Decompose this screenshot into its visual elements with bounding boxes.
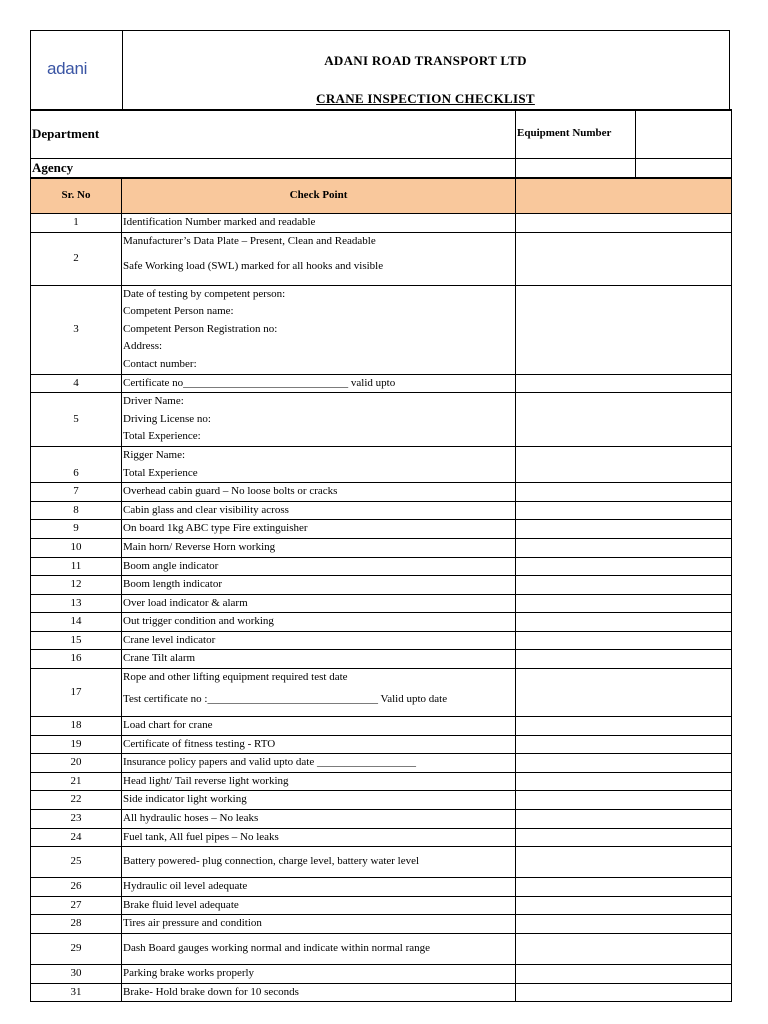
remarks-cell[interactable] [516, 735, 732, 754]
check-point-cell [122, 613, 516, 632]
check-point-text: Out trigger condition and working [123, 615, 274, 628]
table-row [31, 374, 732, 393]
check-point-text: Address: [123, 340, 163, 353]
remarks-cell[interactable] [516, 214, 732, 233]
check-point-text: Total Experience: [123, 430, 201, 443]
sr-no-cell: 26 [31, 878, 122, 897]
check-point-text: All hydraulic hoses – No leaks [123, 812, 259, 825]
check-point-text: Boom angle indicator [123, 559, 219, 572]
check-point-cell [122, 631, 516, 650]
check-point-cell [122, 501, 516, 520]
sr-no-cell: 8 [31, 501, 122, 520]
sr-no-cell: 23 [31, 810, 122, 829]
check-point-text: Insurance policy papers and valid upto date __________________ [123, 756, 416, 769]
remarks-cell[interactable] [516, 810, 732, 829]
sr-no-cell: 24 [31, 828, 122, 847]
remarks-cell[interactable] [516, 828, 732, 847]
check-point-cell [122, 754, 516, 773]
form-header [30, 30, 730, 109]
check-point-text: Rope and other lifting equipment required test date [123, 671, 348, 684]
check-point-cell [122, 483, 516, 502]
table-row [31, 896, 732, 915]
check-point-text: Certificate no______________________________ valid upto [123, 376, 396, 389]
sr-no-cell: 12 [31, 576, 122, 595]
table-row [31, 557, 732, 576]
table-row [31, 965, 732, 984]
sr-no-cell: 16 [31, 650, 122, 669]
table-row [31, 717, 732, 736]
check-point-cell [122, 828, 516, 847]
sr-no-cell: 20 [31, 754, 122, 773]
sr-no-cell: 6 [31, 446, 122, 482]
table-header-row [31, 178, 732, 214]
check-point-cell [122, 896, 516, 915]
department-label: Department [31, 110, 516, 158]
check-point-text: Boom length indicator [123, 578, 222, 591]
check-point-text: Fuel tank, All fuel pipes – No leaks [123, 830, 279, 843]
check-point-text: Battery powered- plug connection, charge level, battery water level [123, 855, 420, 868]
check-point-cell [122, 538, 516, 557]
sr-no-cell: 28 [31, 915, 122, 934]
sr-no-cell: 31 [31, 983, 122, 1002]
sr-no-cell: 15 [31, 631, 122, 650]
sr-no-cell: 27 [31, 896, 122, 915]
check-point-text: Identification Number marked and readable [123, 216, 316, 228]
remarks-cell[interactable] [516, 631, 732, 650]
check-point-cell [122, 557, 516, 576]
check-point-cell [122, 520, 516, 539]
table-row [31, 669, 732, 717]
sr-no-cell: 1 [31, 214, 122, 233]
table-row [31, 631, 732, 650]
table-row [31, 214, 732, 233]
check-point-text: Contact number: [123, 357, 197, 370]
remarks-cell[interactable] [516, 446, 732, 482]
table-row [31, 538, 732, 557]
agency-row [31, 158, 732, 178]
check-point-text: Total Experience [123, 466, 198, 479]
remarks-cell[interactable] [516, 915, 732, 934]
check-point-cell [122, 650, 516, 669]
check-point-text: Brake- Hold brake down for 10 seconds [123, 985, 299, 998]
remarks-cell[interactable] [516, 669, 732, 717]
check-point-text: Overhead cabin guard – No loose bolts or cracks [123, 485, 338, 498]
agency-field-a[interactable] [516, 158, 636, 178]
check-point-cell [122, 393, 516, 447]
check-point-cell [122, 847, 516, 878]
check-point-text: Driver Name: [123, 395, 184, 408]
check-point-text: On board 1kg ABC type Fire extinguisher [123, 522, 308, 535]
table-row [31, 878, 732, 897]
check-point-text: Rigger Name: [123, 448, 186, 461]
remarks-cell[interactable] [516, 613, 732, 632]
table-row [31, 483, 732, 502]
remarks-cell[interactable] [516, 483, 732, 502]
remarks-cell[interactable] [516, 576, 732, 595]
table-row [31, 915, 732, 934]
sr-no-cell: 22 [31, 791, 122, 810]
table-row [31, 934, 732, 965]
check-point-text: Competent Person name: [123, 305, 234, 318]
check-point-text: Cabin glass and clear visibility across [123, 503, 289, 516]
check-point-text: Driving License no: [123, 412, 211, 425]
check-point-text: Crane level indicator [123, 633, 216, 646]
adani-logo: adani [47, 59, 88, 78]
remarks-cell[interactable] [516, 393, 732, 447]
table-row [31, 613, 732, 632]
agency-field-b[interactable] [636, 158, 732, 178]
table-row [31, 501, 732, 520]
company-name: ADANI ROAD TRANSPORT LTD [324, 53, 527, 68]
sr-no-cell: 2 [31, 232, 122, 285]
check-point-cell [122, 791, 516, 810]
check-point-cell [122, 669, 516, 717]
check-point-cell [122, 772, 516, 791]
sr-no-cell: 18 [31, 717, 122, 736]
check-point-text: Side indicator light working [123, 793, 247, 806]
sr-no-cell: 10 [31, 538, 122, 557]
remarks-cell[interactable] [516, 650, 732, 669]
check-point-text: Test certificate no :_______________________________ Valid upto date [123, 692, 448, 705]
check-point-cell [122, 915, 516, 934]
check-point-cell [122, 374, 516, 393]
check-point-cell [122, 735, 516, 754]
table-row [31, 446, 732, 482]
check-point-text: Brake fluid level adequate [123, 898, 239, 911]
remarks-cell[interactable] [516, 934, 732, 965]
check-point-text: Date of testing by competent person: [123, 287, 286, 300]
equipment-number-label: Equipment Number [516, 110, 636, 158]
table-row [31, 650, 732, 669]
table-row [31, 754, 732, 773]
remarks-cell[interactable] [516, 896, 732, 915]
remarks-cell[interactable] [516, 847, 732, 878]
check-point-text: Hydraulic oil level adequate [123, 880, 248, 893]
sr-no-cell: 29 [31, 934, 122, 965]
check-point-cell [122, 965, 516, 984]
table-row [31, 847, 732, 878]
table-row [31, 576, 732, 595]
remarks-cell[interactable] [516, 520, 732, 539]
remarks-cell[interactable] [516, 717, 732, 736]
check-point-cell [122, 878, 516, 897]
sr-no-cell: 19 [31, 735, 122, 754]
check-point-text: Dash Board gauges working normal and indicate within normal range [123, 942, 431, 955]
check-point-text: Parking brake works properly [123, 967, 255, 979]
agency-label: Agency [31, 158, 516, 178]
remarks-cell[interactable] [516, 501, 732, 520]
check-point-cell [122, 576, 516, 595]
sr-no-cell: 7 [31, 483, 122, 502]
check-point-text: Manufacturer’s Data Plate – Present, Clean and Readable [123, 234, 376, 247]
form-title: CRANE INSPECTION CHECKLIST [316, 91, 535, 106]
check-point-cell [122, 717, 516, 736]
check-point-cell [122, 934, 516, 965]
sr-no-cell: 11 [31, 557, 122, 576]
check-point-cell [122, 285, 516, 374]
check-point-cell [122, 214, 516, 233]
remarks-cell[interactable] [516, 772, 732, 791]
check-point-text: Competent Person Registration no: [123, 322, 278, 335]
check-point-text: Head light/ Tail reverse light working [123, 774, 289, 787]
equipment-number-field[interactable] [636, 110, 732, 158]
table-row [31, 791, 732, 810]
check-point-cell [122, 983, 516, 1002]
sr-no-cell: 4 [31, 374, 122, 393]
table-row [31, 983, 732, 1002]
sr-no-cell: 30 [31, 965, 122, 984]
remarks-cell[interactable] [516, 791, 732, 810]
sr-no-cell: 9 [31, 520, 122, 539]
check-point-cell [122, 232, 516, 285]
table-row [31, 772, 732, 791]
check-point-text: Crane Tilt alarm [123, 652, 196, 665]
checklist-sheet [30, 30, 730, 1002]
col-header-check-point: Check Point [122, 178, 516, 214]
table-row [31, 735, 732, 754]
remarks-cell[interactable] [516, 594, 732, 613]
sr-no-cell: 17 [31, 669, 122, 717]
table-row [31, 520, 732, 539]
table-row [31, 594, 732, 613]
checklist-table [30, 109, 732, 1002]
remarks-cell[interactable] [516, 754, 732, 773]
check-point-text: Safe Working load (SWL) marked for all hooks and visible [123, 260, 384, 273]
sr-no-cell: 13 [31, 594, 122, 613]
remarks-cell[interactable] [516, 878, 732, 897]
remarks-cell[interactable] [516, 983, 732, 1002]
col-header-remarks [516, 178, 732, 214]
check-point-text: Main horn/ Reverse Horn working [123, 540, 276, 553]
check-point-text: Over load indicator & alarm [123, 596, 248, 609]
sr-no-cell: 25 [31, 847, 122, 878]
col-header-sr-no: Sr. No [31, 178, 122, 214]
table-row [31, 393, 732, 447]
remarks-cell[interactable] [516, 374, 732, 393]
remarks-cell[interactable] [516, 232, 732, 285]
check-point-cell [122, 810, 516, 829]
logo-box [31, 31, 123, 109]
table-row [31, 810, 732, 829]
sr-no-cell: 5 [31, 393, 122, 447]
remarks-cell[interactable] [516, 965, 732, 984]
department-row [31, 110, 732, 158]
sr-no-cell: 14 [31, 613, 122, 632]
remarks-cell[interactable] [516, 538, 732, 557]
table-row [31, 285, 732, 374]
check-point-text: Load chart for crane [123, 719, 213, 732]
check-point-cell [122, 446, 516, 482]
table-row [31, 232, 732, 285]
sr-no-cell: 3 [31, 285, 122, 374]
check-point-text: Tires air pressure and condition [123, 917, 262, 930]
check-point-cell [122, 594, 516, 613]
table-row [31, 828, 732, 847]
check-point-text: Certificate of fitness testing - RTO [123, 737, 276, 750]
remarks-cell[interactable] [516, 285, 732, 374]
sr-no-cell: 21 [31, 772, 122, 791]
remarks-cell[interactable] [516, 557, 732, 576]
